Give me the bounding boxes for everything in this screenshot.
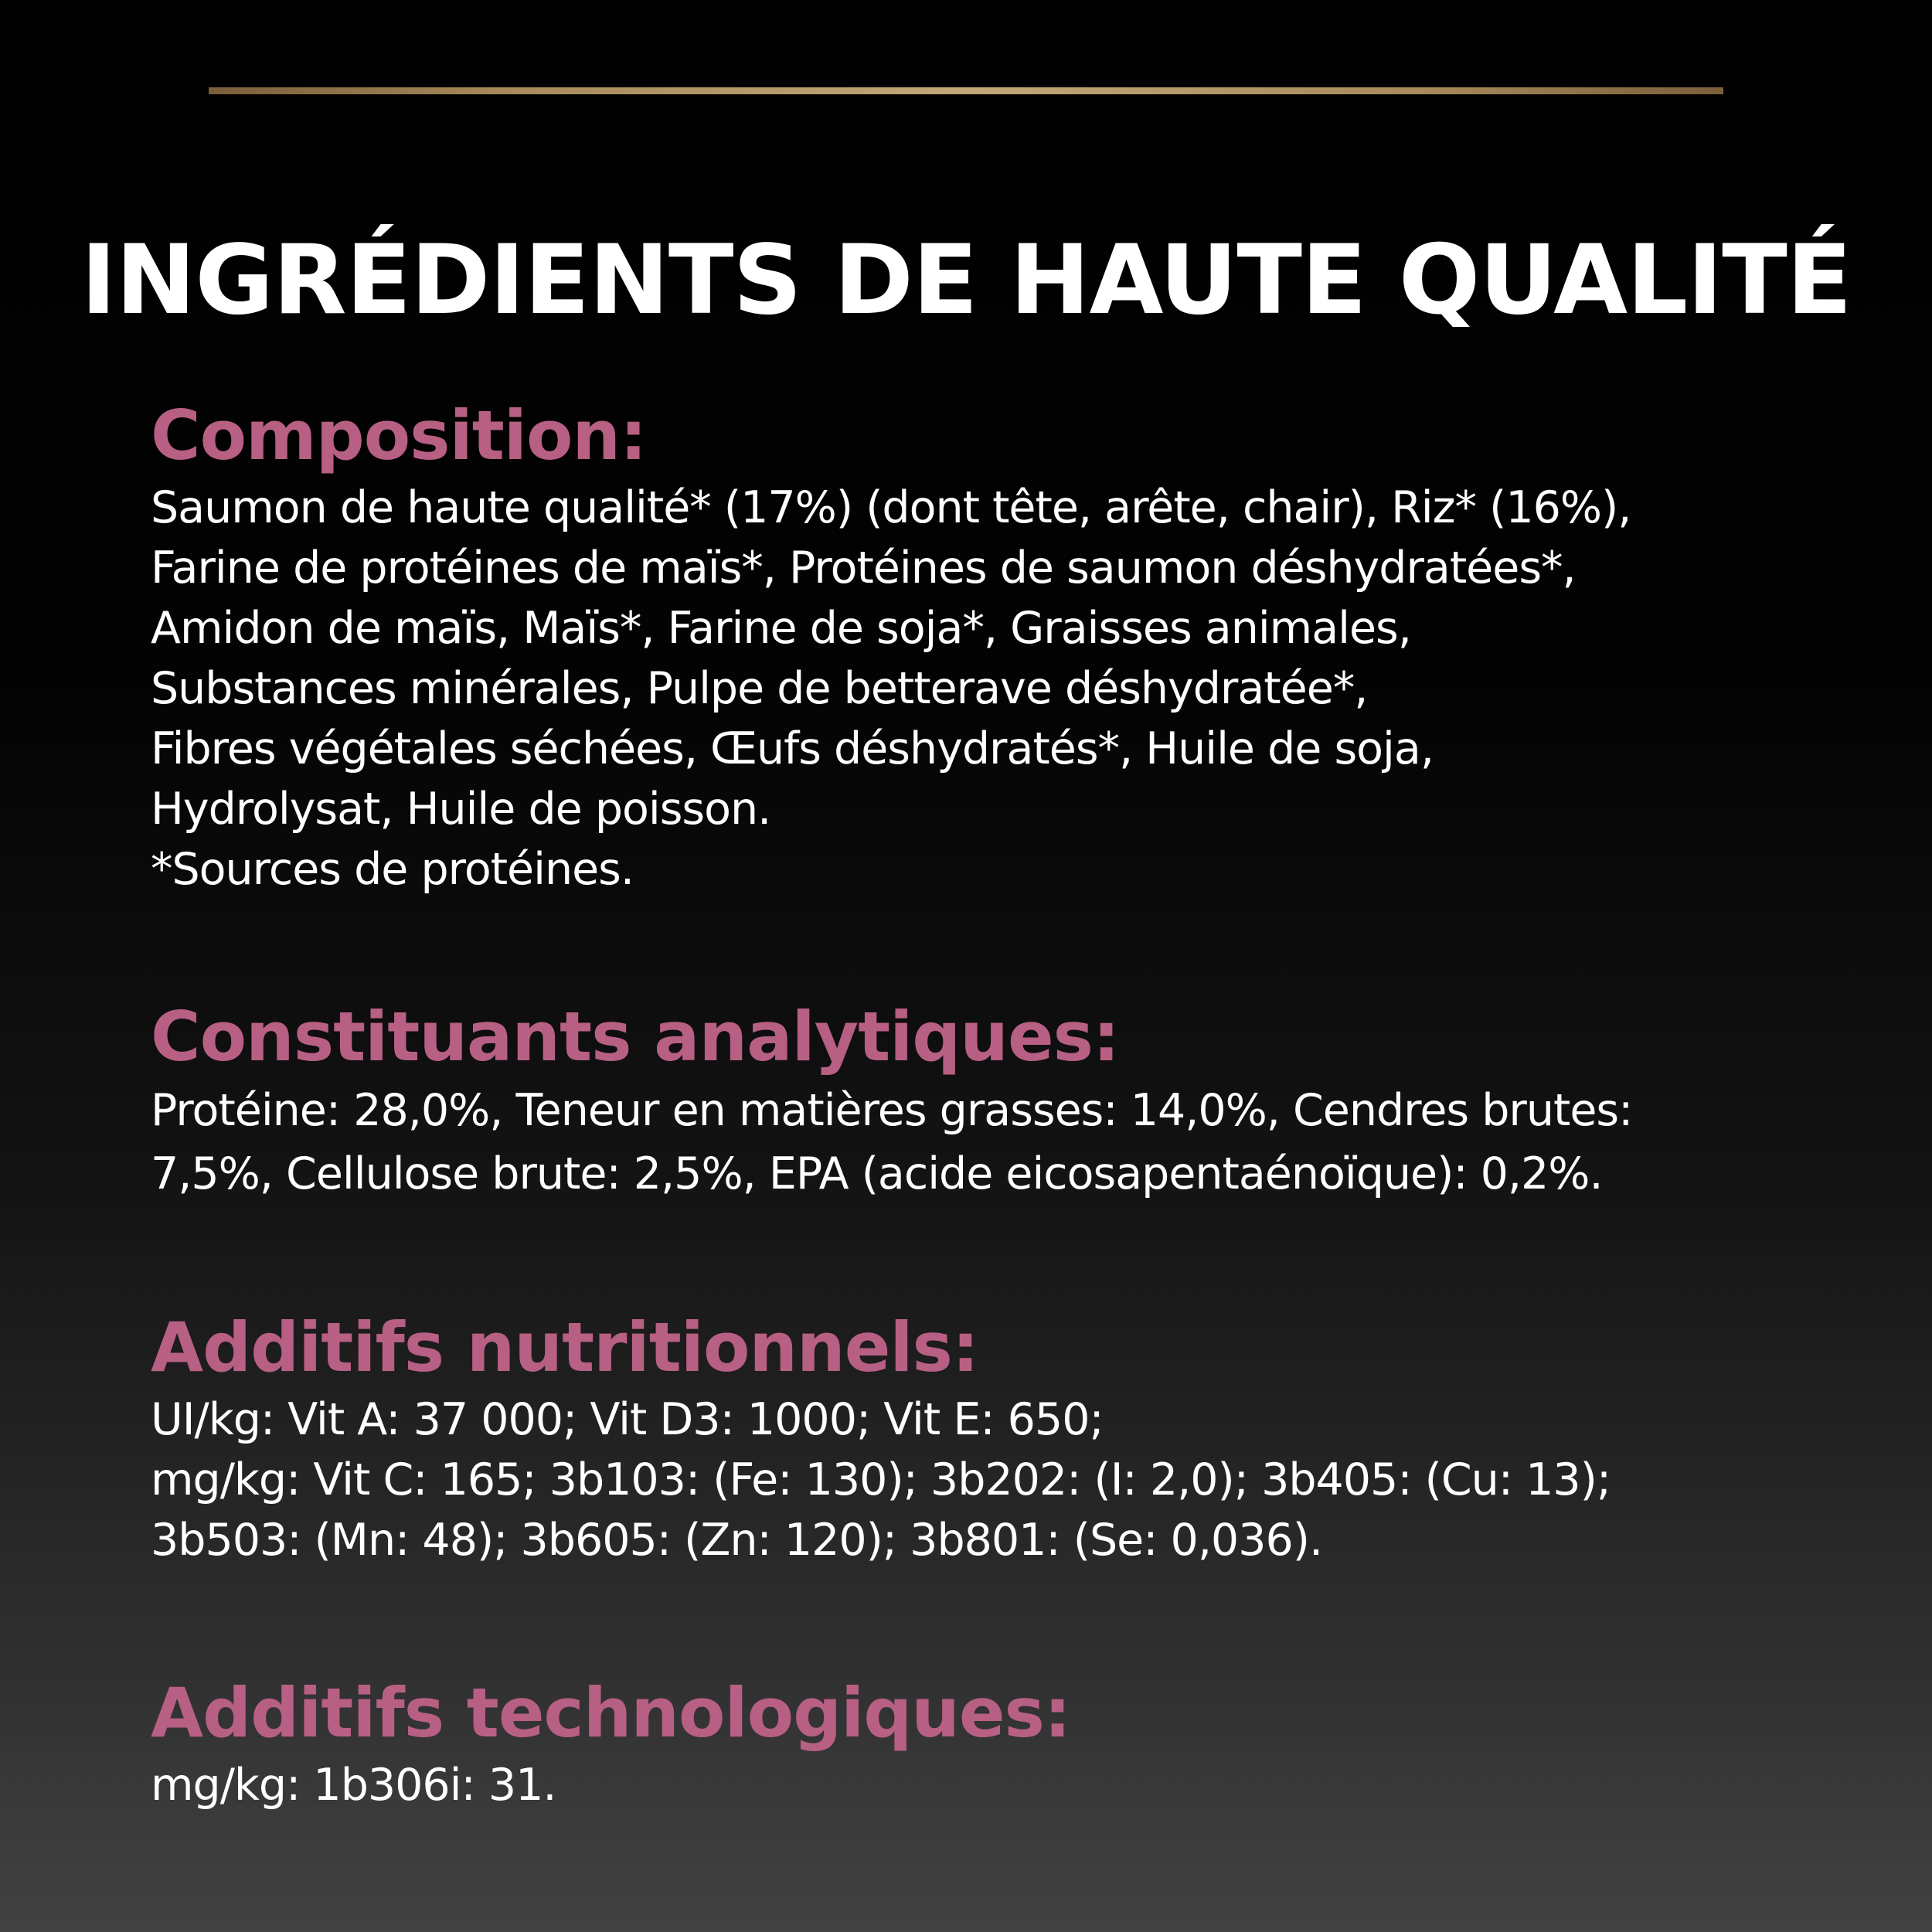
composition-line: Amidon de maïs, Maïs*, Farine de soja*, Graisses animales, <box>151 603 1411 654</box>
composition-line: Farine de protéines de maïs*, Protéines de saumon déshydratées*, <box>151 543 1576 594</box>
constituants-text <box>151 1079 1851 1206</box>
top-gold-rule <box>209 87 1723 94</box>
composition-line: Fibres végétales séchées, Œufs déshydratés*, Huile de soja, <box>151 723 1434 774</box>
nutritionnels-heading: Additifs nutritionnels: <box>151 1308 979 1387</box>
technologiques-section <box>151 1673 1851 1815</box>
nutritionnels-text <box>151 1389 1851 1570</box>
constituants-heading: Constituants analytiques: <box>151 997 1120 1077</box>
composition-section <box>151 396 1851 900</box>
composition-line: Saumon de haute qualité* (17%) (dont tête, arête, chair), Riz* (16%), <box>151 482 1631 533</box>
technologiques-line: mg/kg: 1b306i: 31. <box>151 1760 556 1811</box>
page-title: INGRÉDIENTS DE HAUTE QUALITÉ <box>80 225 1852 337</box>
constituants-section <box>151 997 1851 1206</box>
technologiques-heading: Additifs technologiques: <box>151 1673 1071 1753</box>
constituants-line: Protéine: 28,0%, Teneur en matières grasses: 14,0%, Cendres brutes: <box>151 1085 1633 1136</box>
nutritionnels-line: 3b503: (Mn: 48); 3b605: (Zn: 120); 3b801: (Se: 0,036). <box>151 1515 1323 1566</box>
composition-footnote: *Sources de protéines. <box>151 844 634 895</box>
composition-line: Substances minérales, Pulpe de betterave déshydratée*, <box>151 663 1368 714</box>
technologiques-text <box>151 1755 1851 1815</box>
nutritionnels-line: mg/kg: Vit C: 165; 3b103: (Fe: 130); 3b202: (I: 2,0); 3b405: (Cu: 13); <box>151 1454 1611 1505</box>
composition-line: Hydrolysat, Huile de poisson. <box>151 784 771 835</box>
nutritionnels-section <box>151 1308 1851 1570</box>
nutritionnels-line: UI/kg: Vit A: 37 000; Vit D3: 1000; Vit E: 650; <box>151 1394 1104 1445</box>
composition-text <box>151 478 1851 900</box>
composition-heading: Composition: <box>151 396 647 475</box>
constituants-line: 7,5%, Cellulose brute: 2,5%, EPA (acide eicosapentaénoïque): 0,2%. <box>151 1148 1603 1199</box>
